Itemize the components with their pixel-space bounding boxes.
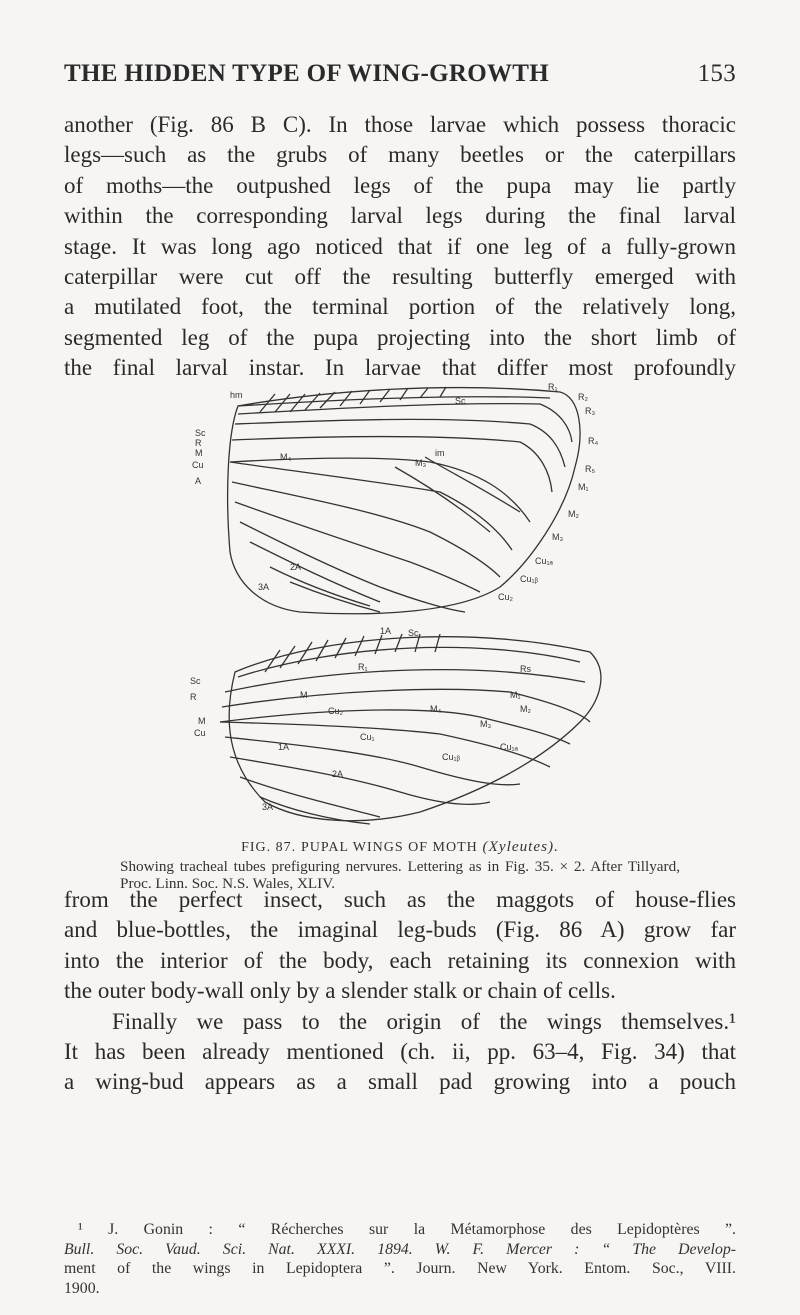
- footnote-line: Bull. Soc. Vaud. Sci. Nat. XXXI. 1894. W. F. Mercer : “ The Develop-: [64, 1240, 736, 1258]
- pupal-wings-figure: [180, 372, 620, 832]
- footnote-line: ¹ J. Gonin : “ Récherches sur la Métamorphose des Lepidoptères ”.: [78, 1221, 736, 1238]
- text-line: and blue-bottles, the imaginal leg-buds (Fig. 86 A) grow far: [64, 917, 736, 943]
- label-r2: R₂: [578, 392, 588, 402]
- label-m: M: [195, 448, 203, 458]
- caption-fig-label: FIG. 87.: [241, 840, 297, 855]
- label-m2-lower: M₂: [520, 704, 531, 714]
- lower-wing-drawing: [220, 634, 601, 824]
- label-m-lower: M: [198, 716, 206, 726]
- caption-title-caps: PUPAL WINGS OF MOTH: [300, 840, 478, 855]
- label-mmid-lower: M: [300, 690, 308, 700]
- label-rs-lower: Rs: [520, 664, 531, 674]
- page-number: 153: [697, 60, 736, 87]
- label-cu1a: Cu₁ₐ: [535, 556, 553, 566]
- text-line: within the corresponding larval legs during the final larval: [64, 203, 736, 229]
- label-sc-top: Sc: [455, 396, 466, 406]
- label-r5: R₅: [585, 464, 596, 474]
- text-line: another (Fig. 86 B C). In those larvae which possess thoracic: [64, 112, 736, 137]
- label-2a: 2A: [290, 562, 302, 572]
- label-1a-lower: 1A: [278, 742, 290, 752]
- label-m1: M₁: [578, 482, 589, 492]
- label-hm: hm: [230, 390, 243, 400]
- label-cu1-lower: Cu₁: [360, 732, 375, 742]
- running-header: [64, 60, 736, 88]
- label-r3: R₃: [585, 406, 596, 416]
- text-line: into the interior of the body, each retaining its connexion with: [64, 947, 736, 973]
- label-r-lower: R: [190, 692, 197, 702]
- text-line: segmented leg of the pupa projecting into the short limb of: [64, 324, 736, 350]
- footnote: [64, 1220, 736, 1298]
- label-r4: R₄: [588, 436, 599, 446]
- label-sc: Sc: [195, 428, 206, 438]
- label-m2: M₂: [568, 509, 579, 519]
- label-cu2-lower: Cu₂: [328, 706, 343, 716]
- caption-title: [120, 838, 680, 856]
- label-m1-lower: M₁: [510, 690, 521, 700]
- text-line: It has been already mentioned (ch. ii, pp. 63–4, Fig. 34) that: [64, 1039, 736, 1065]
- label-m4-lower: M₄: [430, 704, 442, 714]
- text-line: the outer body-wall only by a slender stalk or chain of cells.: [64, 978, 616, 1004]
- label-cu: Cu: [192, 460, 204, 470]
- text-line: legs—such as the grubs of many beetles or the caterpillars: [64, 142, 736, 168]
- running-title: THE HIDDEN TYPE OF WING-GROWTH: [64, 60, 549, 87]
- label-a: A: [195, 476, 202, 486]
- text-line: of moths—the outpushed legs of the pupa may lie partly: [64, 172, 736, 198]
- figure-caption: [120, 838, 680, 892]
- label-3a: 3A: [258, 582, 270, 592]
- label-1a: 1A: [380, 626, 392, 636]
- text-line: a wing-bud appears as a small pad growing into a pouch: [64, 1069, 736, 1095]
- label-sc-top-lower: Sc: [408, 628, 419, 638]
- label-cu2: Cu₂: [498, 592, 513, 602]
- label-r: R: [195, 438, 202, 448]
- caption-body: Showing tracheal tubes prefiguring nervures. Lettering as in Fig. 35. × 2. After Tillyard, Proc. Linn. Soc. N.S. Wales, XLIV.: [120, 858, 680, 892]
- text-line: stage. It was long ago noticed that if one leg of a fully-grown: [64, 233, 736, 259]
- caption-species: (Xyleutes).: [482, 838, 559, 855]
- text-line: caterpillar were cut off the resulting butterfly emerged with: [64, 264, 736, 290]
- text-line: Finally we pass to the origin of the wings themselves.¹: [112, 1008, 736, 1034]
- label-cu1a-lower: Cu₁ₐ: [500, 742, 518, 752]
- footnote-line: ment of the wings in Lepidoptera ”. Journ. New York. Entom. Soc., VIII.: [64, 1260, 736, 1278]
- label-r1-lower: R₁: [358, 662, 368, 672]
- label-m3: M₃: [552, 532, 564, 542]
- text-line: the final larval instar. In larvae that differ most profoundly: [64, 355, 736, 381]
- paragraph-1: [64, 110, 736, 384]
- label-m3b: M₃: [415, 458, 427, 468]
- paragraph-2: [64, 885, 736, 1098]
- label-cu-lower: Cu: [194, 728, 206, 738]
- label-m4: M₄: [280, 452, 292, 462]
- label-r1: R₁: [548, 382, 558, 392]
- label-cu1b: Cu₁ᵦ: [520, 574, 539, 584]
- label-cu1b-lower: Cu₁ᵦ: [442, 752, 461, 762]
- label-m3-lower: M₃: [480, 719, 492, 729]
- text-line: from the perfect insect, such as the maggots of house-flies: [64, 887, 736, 912]
- label-2a-lower: 2A: [332, 769, 344, 779]
- text-line: a mutilated foot, the terminal portion of the relatively long,: [64, 294, 736, 320]
- footnote-line: 1900.: [64, 1279, 100, 1297]
- label-3a-lower: 3A: [262, 802, 274, 812]
- label-im: im: [435, 448, 445, 458]
- label-sc-lower: Sc: [190, 676, 201, 686]
